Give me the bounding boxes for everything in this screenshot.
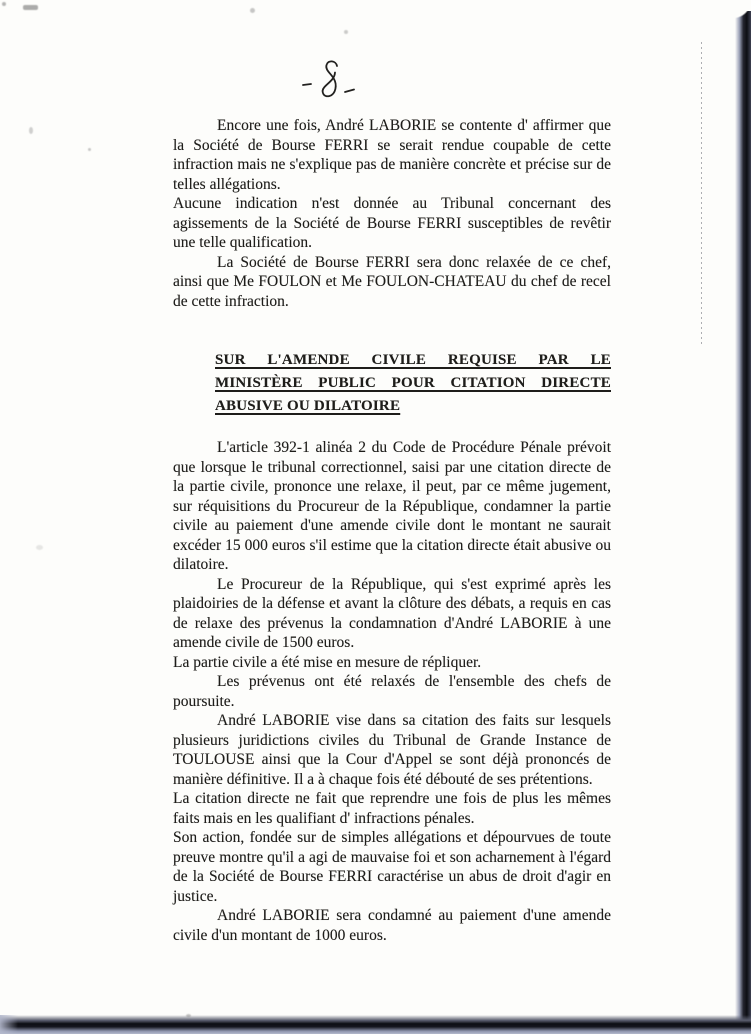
scan-speck [2, 2, 6, 6]
scan-speck [344, 30, 348, 34]
scan-speck [23, 5, 38, 10]
scan-speck [186, 1014, 191, 1017]
paragraph: Les prévenus ont été relaxés de l'ensemble des chefs de poursuite. [173, 673, 611, 710]
scan-shadow-corner [0, 1015, 18, 1034]
paragraph: Son action, fondée sur de simples allégations et dépourvues de toute preuve montre qu'il a agi de mauvaise foi et son acharnement à l'égard de la Société de Bourse FERRI caractérise un abus de droit d'agir en justice. [173, 829, 611, 905]
scan-speck [88, 148, 91, 151]
scan-speck [36, 545, 43, 550]
paragraph: La Société de Bourse FERRI sera donc relaxée de ce chef, ainsi que Me FOULON et Me FOULON-CHATEAU du chef de recel de cette infraction. [173, 253, 611, 310]
handwritten-page-number-mark [298, 56, 362, 106]
paragraph: Aucune indication n'est donnée au Tribunal concernant des agissements de la Société de Bourse FERRI susceptibles de revêtir une telle qualification. [173, 195, 611, 251]
page-number [298, 56, 362, 106]
paragraph: La citation directe ne fait que reprendre une fois de plus les mêmes faits mais en les qualifiant d' infractions pénales. [173, 790, 611, 827]
document-body [173, 116, 611, 945]
scan-scratch-line [701, 42, 702, 344]
paragraph: Le Procureur de la République, qui s'est exprimé après les plaidoiries de la défense et avant la clôture des débats, a requis en cas de relaxe des prévenus la condamnation d'André LABORIE à une amende civile de 1500 euros. [173, 575, 611, 651]
paragraph: André LABORIE sera condamné au paiement d'une amende civile d'un montant de 1000 euros. [173, 907, 611, 944]
paragraph: Encore une fois, André LABORIE se contente d' affirmer que la Société de Bourse FERRI se serait rendue coupable de cette infraction mais ne s'explique pas de manière concrète et précise sur de telles allégations. [173, 117, 611, 193]
paragraph: André LABORIE vise dans sa citation des faits sur lesquels plusieurs juridictions civiles du Tribunal de Grande Instance de TOULOUSE ainsi que la Cour d'Appel se sont déjà prononcés de manière définitive. Il a à chaque fois été débouté de ses prétentions. [173, 712, 611, 788]
paragraph: La partie civile a été mise en mesure de répliquer. [173, 653, 482, 671]
scan-shadow-bottom [0, 1015, 751, 1034]
scan-shadow-right [735, 11, 751, 1034]
section-heading: SUR L'AMENDE CIVILE REQUISE PAR LE MINISTÈRE PUBLIC POUR CITATION DIRECTE ABUSIVE OU DILATOIRE [215, 352, 611, 414]
scan-shadow-right-cap [733, 0, 751, 20]
scan-speck [250, 8, 255, 13]
scan-speck [29, 127, 33, 134]
paragraph: L'article 392-1 alinéa 2 du Code de Procédure Pénale prévoit que lorsque le tribunal correctionnel, saisi par une citation directe de la partie civile, prononce une relaxe, il peut, par ce même jugement, sur réquisitions du Procureur de la République, condamner la partie civile au paiement d'une amende civile dont le montant ne saurait excéder 15 000 euros s'il estime que la citation directe était abusive ou dilatoire. [173, 439, 611, 573]
